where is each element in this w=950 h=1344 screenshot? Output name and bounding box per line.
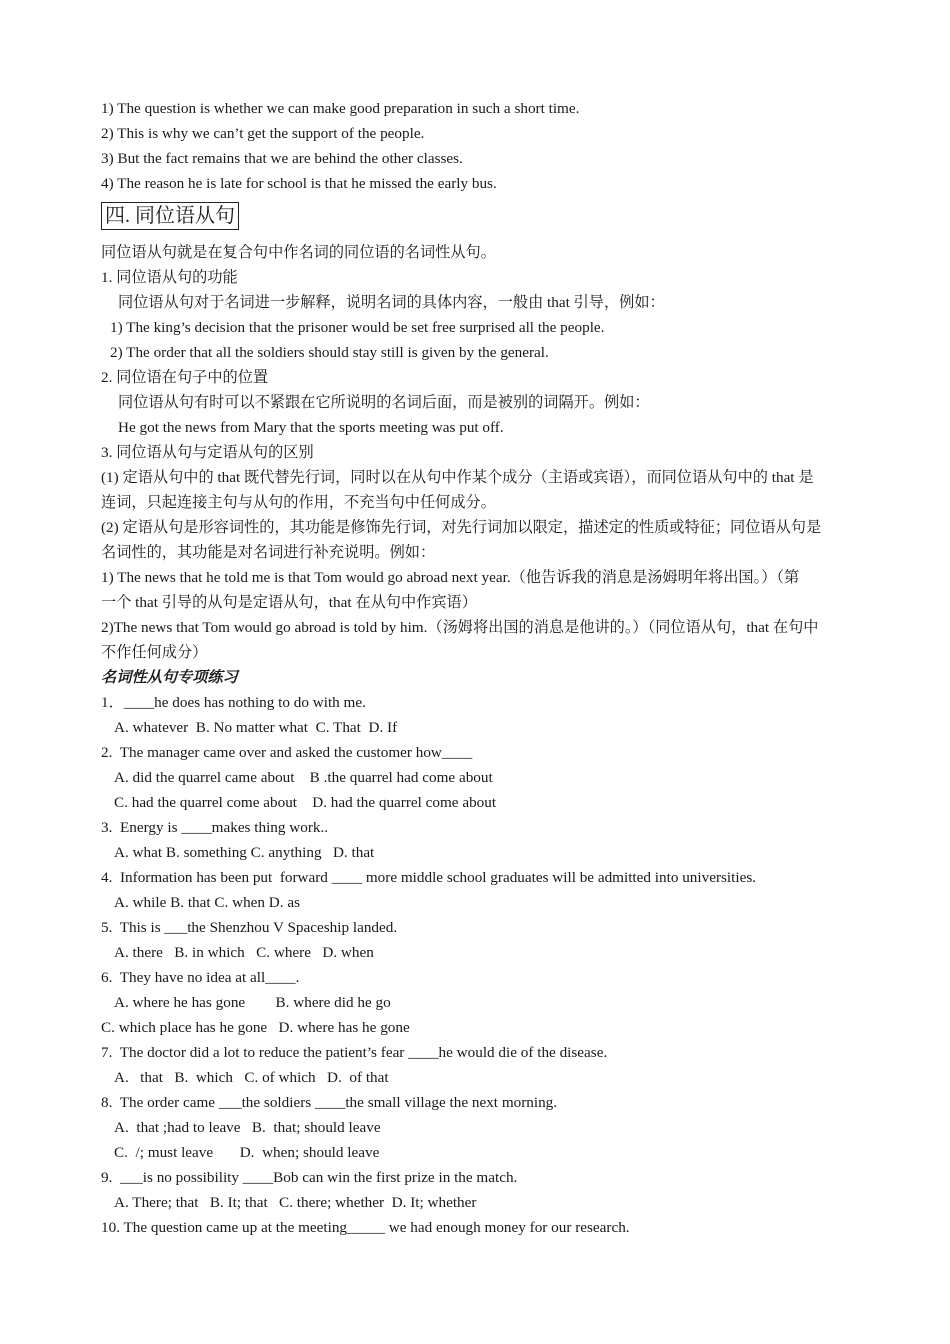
question-stem: 1．____he does has nothing to do with me. xyxy=(101,694,366,711)
example-line: 不作任何成分） xyxy=(101,644,208,661)
question-stem: 8. The order came ___the soldiers ____the small village the next morning. xyxy=(101,1094,558,1111)
question-stem: 5. This is ___the Shenzhou V Spaceship landed. xyxy=(101,919,398,936)
example-line: 2)The news that Tom would go abroad is told by him.（汤姆将出国的消息是他讲的。）（同位语从句，that 在句中 xyxy=(101,619,819,636)
point-title: 2. 同位语在句子中的位置 xyxy=(101,369,269,386)
question-stem: 3. Energy is ____makes thing work.. xyxy=(101,819,329,836)
question-options: C. which place has he gone D. where has he gone xyxy=(101,1019,410,1036)
example-line: He got the news from Mary that the sports meeting was put off. xyxy=(118,419,504,436)
practice-title: 名词性从句专项练习 xyxy=(101,669,238,686)
question-options: A. that B. which C. of which D. of that xyxy=(114,1069,389,1086)
section-intro: 同位语从句就是在复合句中作名词的同位语的名词性从句。 xyxy=(101,244,496,261)
paragraph-line: 名词性的，其功能是对名词进行补充说明。例如： xyxy=(101,544,436,561)
example-line: 2) The order that all the soldiers should stay still is given by the general. xyxy=(110,344,549,361)
question-stem: 2. The manager came over and asked the customer how____ xyxy=(101,744,473,761)
question-stem: 9. ___is no possibility ____Bob can win the first prize in the match. xyxy=(101,1169,518,1186)
example-line: 1) The question is whether we can make good preparation in such a short time. xyxy=(101,100,580,117)
question-options: C. had the quarrel come about D. had the quarrel come about xyxy=(114,794,497,811)
section-heading-wrapper xyxy=(101,196,881,240)
document-body xyxy=(101,96,881,1240)
section-heading: 四. 同位语从句 xyxy=(101,202,239,230)
example-line: 2) This is why we can’t get the support of the people. xyxy=(101,125,425,142)
point-title: 1. 同位语从句的功能 xyxy=(101,269,238,286)
paragraph-line: 连词，只起连接主句与从句的作用，不充当句中任何成分。 xyxy=(101,494,496,511)
point-description: 同位语从句对于名词进一步解释，说明名词的具体内容，一般由 that 引导，例如： xyxy=(118,294,665,311)
question-stem: 4. Information has been put forward ____ more middle school graduates will be admitted into universities. xyxy=(101,869,757,886)
question-options: A. while B. that C. when D. as xyxy=(114,894,301,911)
example-line: 3) But the fact remains that we are behind the other classes. xyxy=(101,150,463,167)
point-title: 3. 同位语从句与定语从句的区别 xyxy=(101,444,314,461)
example-line: 一个 that 引导的从句是定语从句，that 在从句中作宾语） xyxy=(101,594,477,611)
question-options: A. whatever B. No matter what C. That D. If xyxy=(114,719,398,736)
question-stem: 10. The question came up at the meeting_____ we had enough money for our research. xyxy=(101,1219,630,1236)
example-line: 1) The news that he told me is that Tom would go abroad next year.（他告诉我的消息是汤姆明年将出国。）（第 xyxy=(101,569,800,586)
point-description: 同位语从句有时可以不紧跟在它所说明的名词后面，而是被别的词隔开。例如： xyxy=(118,394,650,411)
question-options: A. that ;had to leave B. that; should leave xyxy=(114,1119,381,1136)
question-stem: 6. They have no idea at all____. xyxy=(101,969,300,986)
question-options: C. /; must leave D. when; should leave xyxy=(114,1144,380,1161)
question-options: A. where he has gone B. where did he go xyxy=(114,994,391,1011)
paragraph-line: (1) 定语从句中的 that 既代替先行词，同时以在从句中作某个成分（主语或宾语），而同位语从句中的 that 是 xyxy=(101,469,814,486)
question-stem: 7. The doctor did a lot to reduce the patient’s fear ____he would die of the disease. xyxy=(101,1044,608,1061)
question-options: A. There; that B. It; that C. there; whether D. It; whether xyxy=(114,1194,477,1211)
question-options: A. there B. in which C. where D. when xyxy=(114,944,374,961)
question-options: A. did the quarrel came about B .the quarrel had come about xyxy=(114,769,493,786)
question-options: A. what B. something C. anything D. that xyxy=(114,844,375,861)
example-line: 1) The king’s decision that the prisoner would be set free surprised all the people. xyxy=(110,319,605,336)
example-line: 4) The reason he is late for school is that he missed the early bus. xyxy=(101,175,497,192)
paragraph-line: (2) 定语从句是形容词性的，其功能是修饰先行词，对先行词加以限定，描述定的性质或特征；同位语从句是 xyxy=(101,519,822,536)
